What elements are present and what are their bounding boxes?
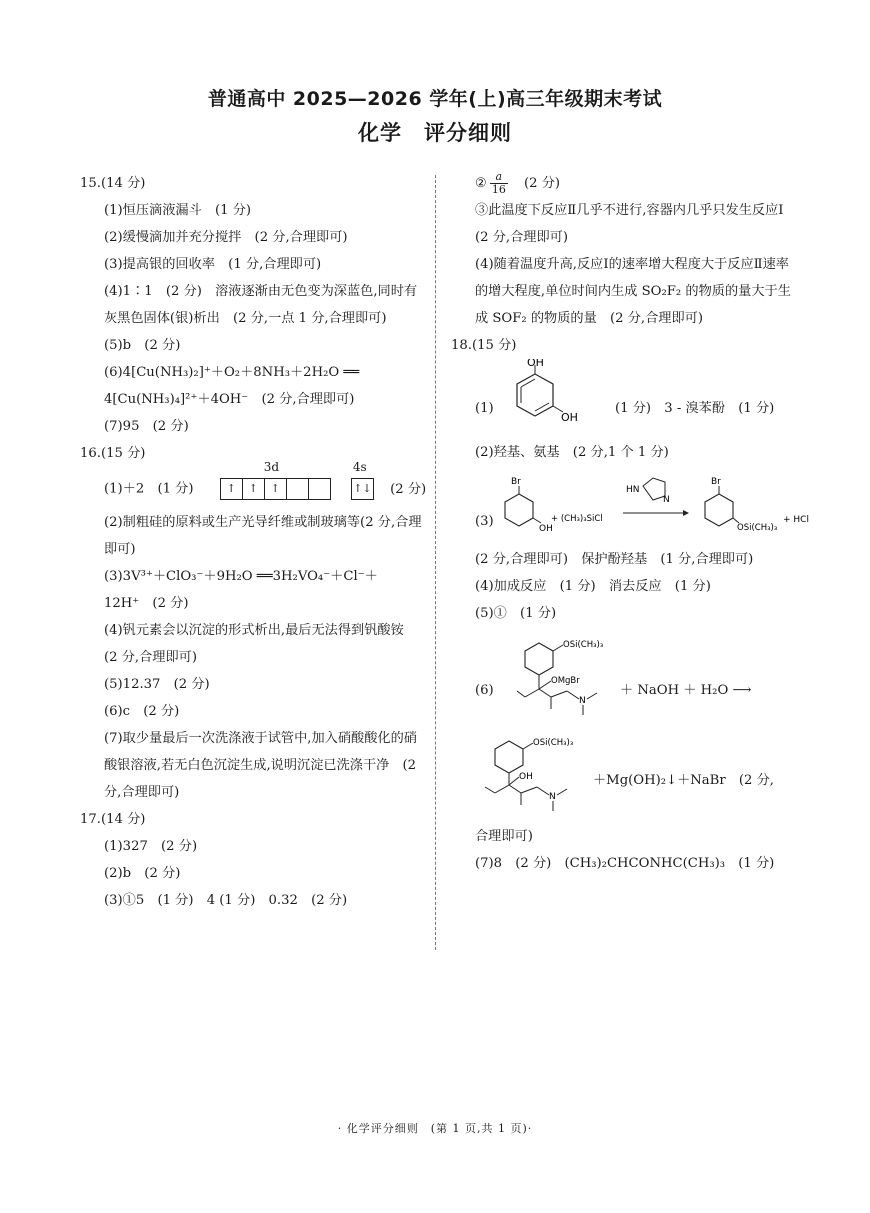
q15-answer-1: (1)恒压滴液漏斗 (1 分)	[104, 203, 252, 218]
q15-answer-3: (3)提高银的回收率 (1 分,合理即可)	[104, 257, 322, 272]
q15-heading: 15.(14 分)	[80, 176, 146, 191]
osi-label: OSi(CH₃)₃	[533, 738, 574, 748]
q18-answer-5: (5)① (1 分)	[475, 606, 557, 621]
q17-answer-3-1: (3)①5 (1 分) 4 (1 分) 0.32 (2 分)	[104, 893, 348, 908]
q18-answer-4: (4)加成反应 (1 分) 消去反应 (1 分)	[475, 579, 711, 594]
left-column	[80, 170, 425, 914]
q17-answer-3-2-label: ②	[475, 176, 487, 191]
resorcinol-structure	[497, 359, 587, 439]
hn-label: HN	[626, 485, 640, 495]
column-divider	[435, 175, 436, 950]
q18-answer-6-reactants	[475, 627, 795, 727]
q18-answer-1	[475, 359, 795, 439]
q17-answer-1: (1)327 (2 分)	[104, 839, 198, 854]
q15-answer-2: (2)缓慢滴加并充分搅拌 (2 分,合理即可)	[104, 230, 348, 245]
fraction-denominator: 16	[491, 183, 506, 196]
q18-answer-3-score: (2 分,合理即可) 保护酚羟基 (1 分,合理即可)	[475, 552, 754, 567]
n-label: N	[663, 495, 670, 505]
orbital-4s	[351, 460, 374, 509]
q18-answer-6-products	[475, 727, 795, 823]
q17-answer-2: (2)b (2 分)	[104, 866, 181, 881]
q18-answer-6-label: (6)	[475, 683, 494, 698]
q15-answer-6b: 4[Cu(NH₃)₄]²⁺＋4OH⁻ (2 分,合理即可)	[104, 392, 355, 407]
osi-label: OSi(CH₃)₃	[563, 640, 604, 650]
osi-label: OSi(CH₃)₃	[737, 523, 778, 533]
orbital-4s-box: ↑↓	[351, 478, 374, 500]
q16-heading: 16.(15 分)	[80, 446, 146, 461]
oh-top-label: OH	[527, 359, 544, 369]
orbital-3d	[220, 460, 331, 509]
q16-answer-4: (4)钒元素会以沉淀的形式析出,最后无法得到钒酸铵 (2 分,合理即可)	[104, 623, 417, 665]
oh-label: OH	[519, 772, 533, 782]
orbital-3d-box: ↑	[242, 478, 264, 500]
q18-answer-6-products-text: ＋Mg(OH)₂↓＋NaBr (2 分,	[593, 773, 774, 788]
hcl-label: + HCl	[783, 515, 809, 525]
q18-answer-6-reagents: ＋ NaOH ＋ H₂O ⟶	[620, 683, 752, 698]
q16-answer-5: (5)12.37 (2 分)	[104, 677, 210, 692]
br-label: Br	[511, 477, 521, 487]
right-column	[451, 170, 809, 877]
page-subtitle: 化学 评分细则	[358, 121, 512, 145]
n-label: N	[579, 696, 586, 706]
orbital-3d-box: ↑	[220, 478, 242, 500]
page-title: 普通高中 2025—2026 学年(上)高三年级期末考试	[207, 88, 663, 110]
n-label: N	[549, 792, 556, 802]
reagent-label: + (CH₃)₃SiCl	[551, 514, 603, 524]
q18-answer-1-label: (1)	[475, 401, 494, 416]
q18-answer-7: (7)8 (2 分) (CH₃)₂CHCONHC(CH₃)₃ (1 分)	[475, 856, 775, 871]
orbital-3d-box	[308, 478, 331, 500]
q16-answer-7: (7)取少量最后一次洗涤液于试管中,加入硝酸酸化的硝酸银溶液,若无白色沉淀生成,说明沉淀已洗涤干净 (2 分,合理即可)	[104, 731, 417, 800]
q18-answer-1-score: (1 分) 3 - 溴苯酚 (1 分)	[615, 401, 775, 416]
q16-answer-3a: (3)3V³⁺＋ClO₃⁻＋9H₂O ══3H₂VO₄⁻＋Cl⁻＋	[104, 569, 378, 584]
oh-bottom-label: OH	[561, 411, 578, 424]
fraction	[490, 171, 508, 196]
q16-answer-1-score: (2 分)	[390, 481, 427, 497]
q15-answer-5: (5)b (2 分)	[104, 338, 181, 353]
page-footer: · 化学评分细则 (第 1 页,共 1 页)·	[337, 1122, 533, 1135]
q17-answer-3-2-score: (2 分)	[524, 176, 561, 191]
q15-answer-6a: (6)4[Cu(NH₃)₂]⁺＋O₂＋8NH₃＋2H₂O ══	[104, 365, 360, 380]
orbital-4s-label: 4s	[352, 460, 367, 474]
q17-heading: 17.(14 分)	[80, 812, 146, 827]
q16-answer-1-text: (1)＋2 (1 分)	[104, 481, 194, 497]
orbital-3d-box: ↑	[264, 478, 286, 500]
orbital-3d-label: 3d	[263, 460, 280, 474]
q17-answer-3-3: ③此温度下反应Ⅱ几乎不进行,容器内几乎只发生反应Ⅰ (2 分,合理即可)	[475, 203, 797, 245]
q18-answer-3-label: (3)	[475, 514, 494, 529]
br-label: Br	[711, 477, 721, 487]
q16-answer-1	[80, 460, 427, 509]
omgbr-label: OMgBr	[551, 676, 580, 686]
q15-answer-7: (7)95 (2 分)	[104, 419, 189, 434]
q17-answer-4: (4)随着温度升高,反应Ⅰ的速率增大程度大于反应Ⅱ速率的增大程度,单位时间内生成 SO₂F₂ 的物质的量大于生成 SOF₂ 的物质的量 (2 分,合理即可)	[475, 257, 791, 326]
q15-answer-4: (4)1∶1 (2 分) 溶液逐渐由无色变为深蓝色,同时有灰黑色固体(银)析出 (2 分,一点 1 分,合理即可)	[104, 284, 418, 326]
orbital-3d-box	[286, 478, 308, 500]
q16-answer-3b: 12H⁺ (2 分)	[104, 596, 189, 611]
q18-answer-2: (2)羟基、氨基 (2 分,1 个 1 分)	[475, 445, 669, 460]
reaction-scheme	[493, 466, 823, 546]
oh-label: OH	[539, 524, 553, 534]
q16-answer-2: (2)制粗硅的原料或生产光导纤维或制玻璃等(2 分,合理即可)	[104, 515, 422, 557]
q18-heading: 18.(15 分)	[451, 338, 517, 353]
q17-answer-3-2	[475, 170, 795, 197]
q16-answer-6: (6)c (2 分)	[104, 704, 180, 719]
q18-answer-6-tail: 合理即可)	[475, 829, 533, 844]
fraction-numerator: a	[490, 171, 508, 184]
q18-answer-3-scheme	[475, 466, 809, 546]
